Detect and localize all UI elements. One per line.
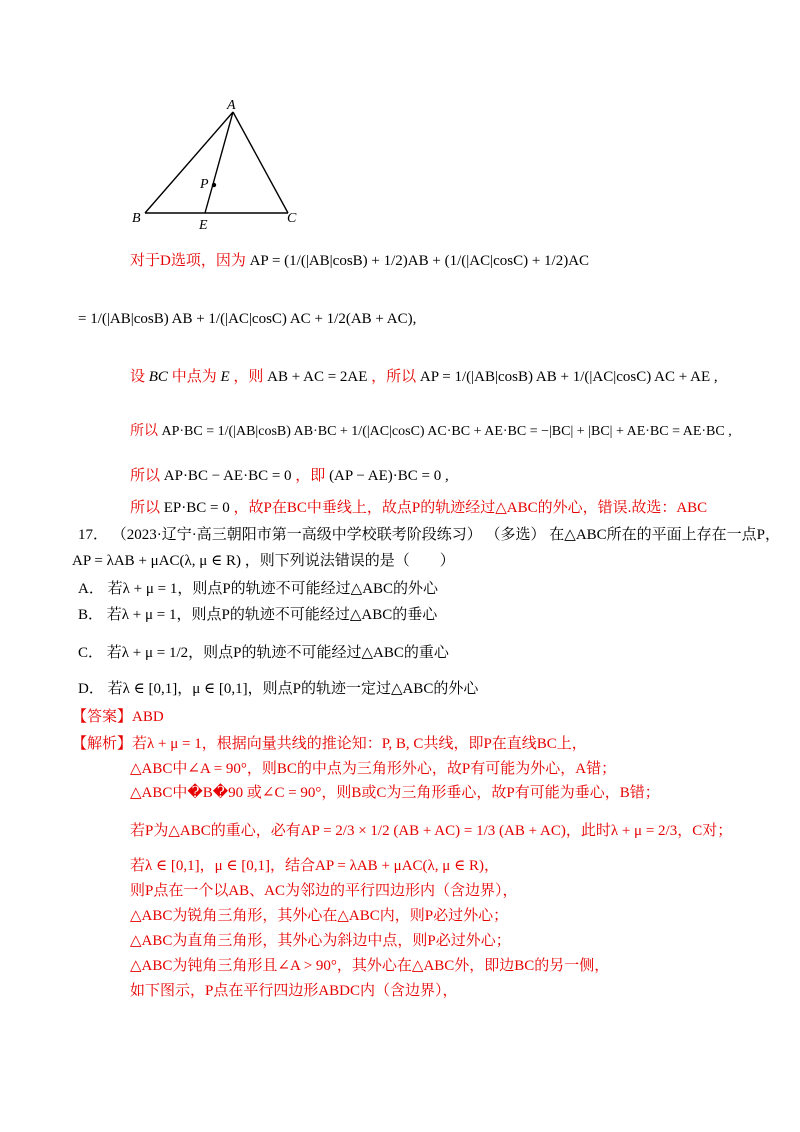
question-header [78,524,780,546]
side-ac [233,112,288,213]
e-var: E [220,369,230,385]
then-text: ，则 [233,369,264,385]
analysis-line-2 [130,782,660,804]
bc-var: BC [148,369,168,385]
analysis-text-0: 若λ + μ = 1，根据向量共线的推论知：P, B, C共线，即P在直线BC上， [132,736,587,752]
solution-d-intro: 对于D选项，因为 [130,253,246,269]
option-a[interactable] [78,578,438,600]
solution-d-conclusion: ，故P在BC中垂线上，故点P的轨迹经过△ABC的外心，错误.故选：ABC [233,500,708,516]
side-ab [145,112,233,213]
label-b: B [132,211,141,226]
mid-text: 中点为 [171,369,217,385]
answer-line [72,706,164,728]
option-d-label: D． [78,681,104,697]
option-d[interactable] [78,678,478,700]
option-c-label: C． [78,645,104,661]
question-stem2 [72,550,455,572]
label-c: C [287,211,297,226]
answer-tag: 【答案】 [72,709,133,725]
so4-text: 所以 [130,500,161,516]
point-p [212,183,216,187]
solution-d-line1 [130,250,589,272]
analysis-text-8: △ABC为钝角三角形且∠A > 90°，其外心在△ABC外，即边BC的另一侧， [130,958,610,974]
analysis-line-9 [130,980,458,1002]
solution-d-eq5: AP·BC = 1/(|AB|cosB) AB·BC + 1/(|AC|cosC) AC·BC + AE·BC = −|BC| + |BC| + AE·BC = AE·BC , [161,424,732,439]
option-c-text: 若λ + μ = 1/2，则点P的轨迹不可能经过△ABC的重心 [106,645,449,661]
option-d-text: 若λ ∈ [0,1]，μ ∈ [0,1]，则点P的轨迹一定过△ABC的外心 [107,681,479,697]
question-source: （2023·辽宁·高三朝阳市第一高级中学校联考阶段练习） [111,527,482,543]
analysis-text-9: 如下图示，P点在平行四边形ABDC内（含边界）， [130,983,458,999]
analysis-line-3 [130,820,732,842]
solution-d-eq4: AP = 1/(|AB|cosB) AB + 1/(|AC|cosC) AC + AE , [419,369,718,385]
solution-d-line2 [78,308,416,330]
set-text: 设 [130,369,146,385]
analysis-line-7 [130,930,511,952]
option-b-text: 若λ + μ = 1，则点P的轨迹不可能经过△ABC的垂心 [106,607,438,623]
analysis-text-6: △ABC为锐角三角形，其外心在△ABC内，则P必过外心； [130,908,509,924]
solution-d-line5 [130,465,449,487]
analysis-line-0 [72,733,587,755]
analysis-text-4: 若λ ∈ [0,1]，μ ∈ [0,1]，结合AP = λAB + μAC(λ, μ ∈ R)， [130,858,499,874]
solution-d-eq7: (AP − AE)·BC = 0 , [329,468,449,484]
option-a-text: 若λ + μ = 1，则点P的轨迹不可能经过△ABC的外心 [107,581,439,597]
analysis-text-1: △ABC中∠A = 90°，则BC的中点为三角形外心，故P有可能为外心，A错； [130,761,617,777]
analysis-tag: 【解析】 [72,736,133,752]
triangle-figure [130,95,310,235]
so2-text: 所以 [130,424,158,439]
question-stem2-eq: AP = λAB + μAC(λ, μ ∈ R) [72,553,241,569]
solution-d-line3 [130,366,718,388]
question-stem2-text: ，则下列说法错误的是（ ） [244,553,455,569]
option-b-label: B． [78,607,104,623]
answer-value: ABD [132,709,164,725]
analysis-line-4 [130,855,499,877]
question-number: 17． [78,527,109,543]
solution-d-eq6: AP·BC − AE·BC = 0 [163,468,292,484]
analysis-line-5 [130,880,518,902]
question-type: （多选） [485,527,546,543]
solution-d-line6 [130,497,707,519]
option-a-label: A． [78,581,104,597]
label-a: A [227,98,236,113]
analysis-line-1 [130,758,616,780]
option-c[interactable] [78,642,449,664]
analysis-line-6 [130,905,508,927]
analysis-text-7: △ABC为直角三角形，其外心为斜边中点，则P必过外心； [130,933,511,949]
analysis-text-5: 则P点在一个以AB、AC为邻边的平行四边形内（含边界）， [130,883,518,899]
solution-d-eq1: AP = (1/(|AB|cosB) + 1/2)AB + (1/(|AC|cosC) + 1/2)AC [249,253,590,269]
solution-d-eq8: EP·BC = 0 [163,500,230,516]
option-b[interactable] [78,604,437,626]
question-stem1: 在△ABC所在的平面上存在一点P， [549,527,781,543]
so-text: ，所以 [371,369,417,385]
solution-d-eq2: = 1/(|AB|cosB) AB + 1/(|AC|cosC) AC + 1/2(AB + AC), [78,311,417,327]
label-p: P [200,177,209,192]
solution-d-line4 [130,421,732,443]
solution-d-eq3: AB + AC = 2AE [267,369,368,385]
analysis-text-3: 若P为△ABC的重心，必有AP = 2/3 × 1/2 (AB + AC) = 1/3 (AB + AC)，此时λ + μ = 2/3，C对； [130,823,733,839]
ie-text: ，即 [295,468,326,484]
analysis-text-2: △ABC中�B�90 或∠C = 90°，则B或C为三角形垂心，故P有可能为垂心，B错； [130,785,660,801]
so3-text: 所以 [130,468,161,484]
analysis-line-8 [130,955,609,977]
label-e: E [199,218,208,233]
